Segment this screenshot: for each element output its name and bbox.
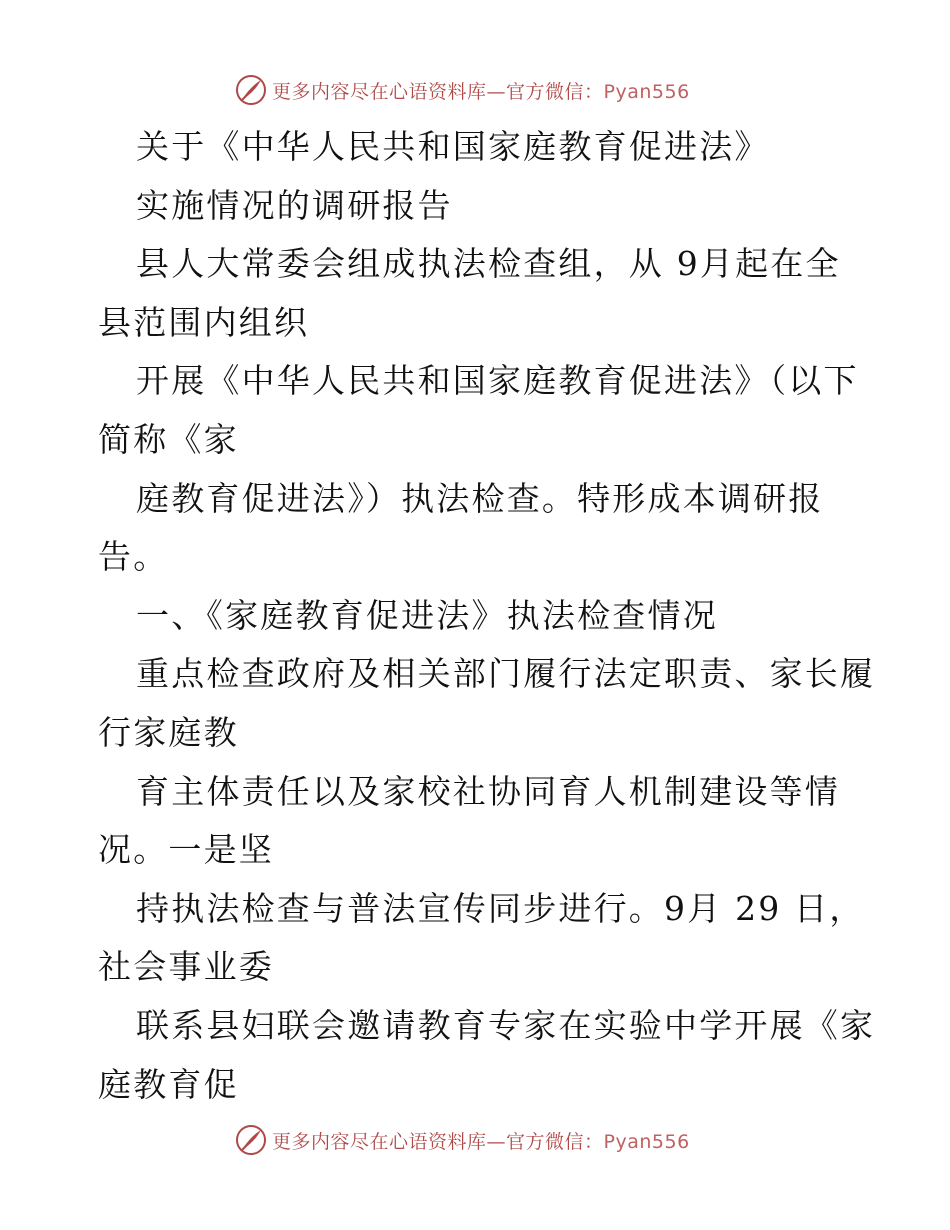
text-line: 社会事业委	[98, 947, 274, 987]
text-line: 实施情况的调研报告	[136, 185, 453, 225]
header-watermark	[234, 70, 690, 110]
text-line: 庭教育促进法》）执法检查。特形成本调研报	[136, 478, 824, 518]
text-line: 县人大常委会组成执法检查组，从 9月起在全	[136, 244, 841, 284]
footer-watermark	[234, 1120, 690, 1160]
text-line: 开展《中华人民共和国家庭教育促进法》（以下	[136, 361, 859, 401]
document-body	[98, 118, 876, 1114]
text-line: 简称《家	[98, 419, 239, 459]
text-line: 县范围内组织	[98, 302, 310, 342]
text-line: 重点检查政府及相关部门履行法定职责、家长履	[136, 654, 876, 694]
text-line: 持执法检查与普法宣传同步进行。9月 29 日，	[136, 888, 865, 928]
text-line: 关于《中华人民共和国家庭教育促进法》	[136, 127, 770, 166]
section-heading: 一、《家庭教育促进法》执法检查情况	[136, 595, 718, 635]
text-line: 联系县妇联会邀请教育专家在实验中学开展《家	[136, 1005, 876, 1045]
watermark-text: 更多内容尽在心语资料库—官方微信：Pyan556	[272, 80, 690, 103]
watermark-text: 更多内容尽在心语资料库—官方微信：Pyan556	[272, 1130, 690, 1153]
text-line: 庭教育促	[98, 1064, 239, 1104]
text-line: 育主体责任以及家校社协同育人机制建设等情	[136, 771, 840, 811]
feather-logo-icon	[234, 73, 268, 107]
text-line: 告。	[98, 537, 169, 577]
text-line: 行家庭教	[98, 712, 239, 752]
feather-logo-icon	[234, 1123, 268, 1157]
text-line: 况。一是坚	[98, 830, 274, 870]
